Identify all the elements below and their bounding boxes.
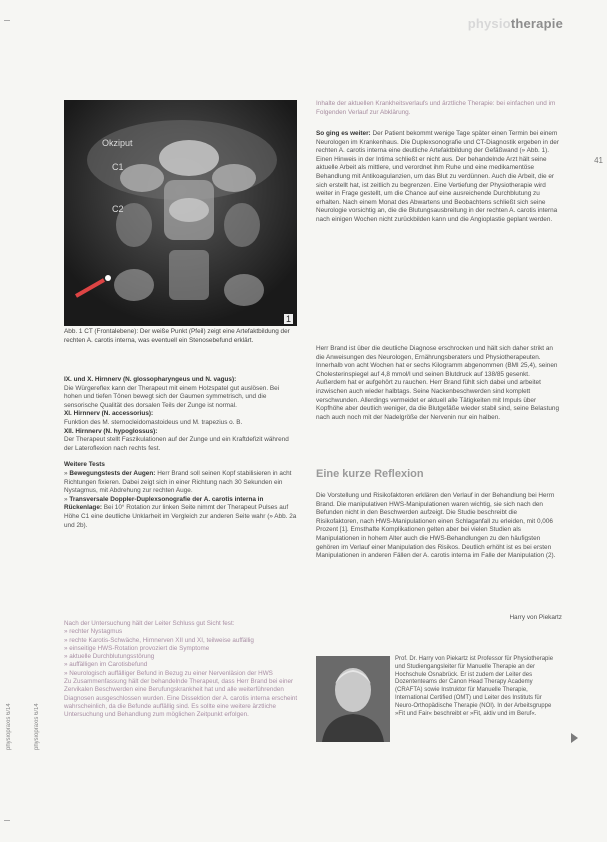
test-item: » Transversale Doppler-Duplexsonografie der A. carotis interna in Rückenlage: Bei 10° Rotation zur linken Seite nimmt der Therapeut Pulses auf Höhe C1 eine deutliche Unklarheit im Vergleich zur anderen Seite wahr (» Abb. 2a und 2b).	[64, 495, 297, 529]
cranial-nerve-9-10	[64, 376, 297, 410]
cranial-nerve-heading: XII. Hirnnerv (N. hypoglossus):	[64, 427, 158, 435]
recommendation-item: » einseitige HWS-Rotation provoziert die Symptome	[64, 644, 210, 652]
figure-caption: Abb. 1 CT (Frontalebene): Der weiße Punkt (Pfeil) zeigt eine Artefaktbildung der rechten A. carotis interna, was eventuell ein Stenosebefund erklärt.	[64, 328, 290, 344]
test-item: » Bewegungstests der Augen: Herr Brand soll seinen Kopf stabilisieren in acht Richtungen fixieren. Dabei zeigt sich in einer Richtung nach 30 Sekunden ein Nystagmus, mit Abdrehung zur rechten Auge.	[64, 469, 292, 495]
right-column-text	[316, 130, 561, 225]
cranial-nerve-text: Funktion des M. sternocleidomastoideus und M. trapezius o. B.	[64, 418, 243, 426]
reflection-text: Die Vorstellung und Risikofaktoren erklären den Verlauf in der Behandlung bei Herrn Brand. Die manipulativen HWS-Manipulationen waren wichtig, sie sich nach den Befunden nicht in den Beschwerden aufzeigt. Die Studie beschreibt die Risikofaktoren, nach HWS-Manipulationen einen Schlaganfall zu erleiden, mit 0,006 Prozent [1]. Ernsthafte Komplikationen gelten aber bei vielen Studien als Manipulationen in hohem Alter auch die HWS-Behandlungen zu den häufigsten gehören im Verlauf einer Manipulation des Risikos. Deutlich erhöht ist es bei ersten Manipulationen in anderen Fällen der A. carotis interna im Falle der Manipulation (2).	[316, 492, 556, 560]
author-signature: Harry von Piekartz	[509, 614, 562, 621]
cranial-nerve-11	[64, 410, 297, 427]
label-okziput: Okziput	[102, 138, 133, 148]
page-number: 41	[594, 156, 603, 165]
recommendation-text: Zu Zusammenfassung hält der behandelnde Therapeut, dass Herr Brand bei einer Zervikalen Beschwerden eine Berufungskrankheit hat und alle weiterführenden Diagnosen ausgeschlossen wurden. Eine Dissektion der A. carotis interna erscheint wahrscheinlich, da die Befunde auffällig sind. Es sollte eine weitere ärztliche Untersuchung und Behandlung zum möglichen Zeitpunkt erfolgen.	[64, 678, 298, 719]
cranial-nerve-heading: XI. Hirnnerv (N. accessorius):	[64, 410, 154, 418]
right-column-text-2: Herr Brand ist über die deutliche Diagnose erschrocken und hält sich daher strikt an die Anweisungen des Neurologen, Ernährungsberaters und Physiotherapeuten. Innerhalb von acht Wochen hat er sechs Kilogramm abgenommen (BMI 25,4), seinen Cholesterinspiegel auf 4,8 mmol/l und seinen Blutdruck auf 138/85 gesenkt. Außerdem hat er aufgehört zu rauchen. Herr Brand fühlt sich dabei und arbeitet inzwischen auch wieder halbtags. Seine Nackenbeschwerden sind komplett verschwunden. Allerdings vermeidet er aktuell alle Tätigkeiten mit Impuls über Kopfhöhe aber deutlich weniger, da die Blutgefäße wieder stabil sind, seine Belastung nach auch noch mit der Nadelgröße der Nervenin nur ein halben.	[316, 345, 560, 421]
crop-mark	[4, 20, 10, 21]
margin-text-right: physiopraxis 6/14	[34, 703, 40, 750]
cranial-nerve-12	[64, 428, 297, 454]
author-photo	[316, 656, 390, 742]
label-c1: C1	[112, 162, 124, 172]
recommendation-block	[64, 620, 304, 720]
cranial-nerve-heading: IX. und X. Hirnnerv (N. glossopharyngeus und N. vagus):	[64, 376, 237, 383]
go-heading: So ging es weiter:	[316, 130, 371, 137]
recommendation-item: » Neurologisch auffälliger Befund in Bezug zu einer Nervenläsion der HWS	[64, 669, 273, 677]
label-c2: C2	[112, 204, 124, 214]
recommendation-intro: Nach der Untersuchung hält der Leiter Schluss gut Sicht fest:	[64, 620, 235, 627]
recommendation-item: » auffälligen im Carotisbefund	[64, 661, 148, 669]
author-bio: Prof. Dr. Harry von Piekartz ist Professor für Physiotherapie und Studiengangsleiter für Manuelle Therapie an der Hochschule Osnabrück. Er ist zudem der Leiter des Dozententeams der Canon Head Therapy Academy (CRAFTA) sowie Instruktor für Manuelle Therapie, International Certified (OMT) und Leiter des Instituts für Neuro-Orthopädische Therapie (NOI). In der Arbeitsgruppe »Fit und Fair« beschreibt er »Fit, aktiv und im Beruf«.	[395, 656, 554, 717]
reflection-heading: Eine kurze Reflexion	[316, 468, 424, 480]
magazine-brand	[468, 16, 563, 31]
brand-part-physio: physio	[467, 16, 511, 31]
next-page-arrow-icon	[571, 733, 578, 743]
cranial-nerve-text: Die Würgereflex kann der Therapeut mit einem Holzspatel gut auslösen. Bei hohen und tiefen Tönen bewegt sich der Gaumen symmetrisch, und die sensorische Qualität des dorsalen Teils der Zunge ist normal.	[64, 384, 280, 409]
ct-scan-image	[64, 100, 297, 326]
ct-scan-drawing	[64, 100, 297, 326]
cranial-nerve-text: Der Therapeut stellt Faszikulationen auf der Zunge und ein Kraftdefizit während der Lateroflexion nach rechts fest.	[64, 436, 289, 452]
intro-note: Inhalte der aktuellen Krankheitsverlaufs und ärztliche Therapie: bei einfachen und im Folgenden Verlauf zur Abklärung.	[316, 100, 556, 116]
figure-number: 1	[285, 314, 291, 324]
left-column	[64, 376, 297, 530]
recommendation-item: » rechter Nystagmus	[64, 628, 123, 636]
brand-part-therapie: therapie	[510, 16, 563, 31]
further-tests-heading: Weitere Tests	[64, 461, 105, 469]
go-text: Der Patient bekommt wenige Tage später einen Termin bei einem Neurologen im Krankenhaus. Die Duplexsonografie und CT-Diagnostik ergeben in der rechten A. carotis interna eine deutliche Artefaktbildung der Gefäßwand (» Abb. 1). Einen Hinweis in der Intima schließt er nicht aus. Der behandelnde Arzt hält seine aktuelle Arbeit als mittlere, und verordnet ihm Ruhe und eine medikamentöse Behandlung mit Antikoagulanzien, um das Blut zu verdünnen. Auch die Arbeit, die er sich erstellt hat, ist zeitlich zu begrenzen. Eine Vertiefung der Physiotherapie wird weiter in Frage gestellt, um die Chance auf eine ausreichende Durchblutung zu erhalten. Nach einem Monat des Abwartens und Beobachtens schließt sich seine Neurologie vorsichtig an, die die Blutungsausbreitung in der rechten A. carotis interna nach einigen Wochen nicht zurückbilden kann und die Angioplastie geplant werden.	[316, 130, 559, 223]
margin-text-left: physiopraxis 6/14	[6, 703, 12, 750]
crop-mark	[4, 820, 10, 821]
recommendation-item: » aktuelle Durchblutungsstörung	[64, 653, 155, 661]
recommendation-item: » rechte Karotis-Schwäche, Hirnnerven XII und XI, teilweise auffällig	[64, 636, 254, 644]
